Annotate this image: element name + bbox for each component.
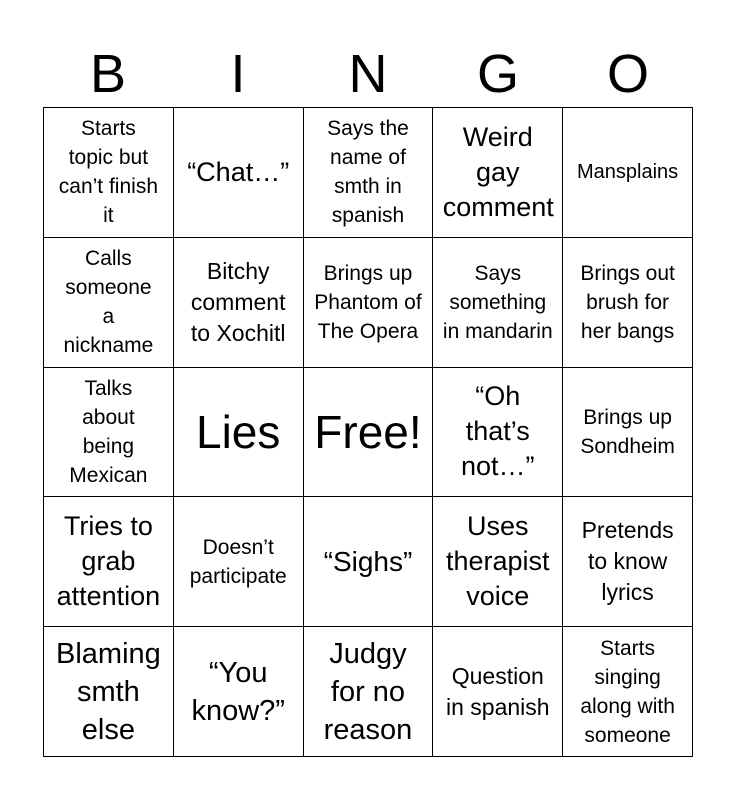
bingo-cell[interactable] xyxy=(304,108,434,238)
cell-text: Says the name of smth in spanish xyxy=(327,117,409,228)
cell-text: Brings out brush for her bangs xyxy=(580,261,675,343)
bingo-cell[interactable] xyxy=(433,238,563,368)
cell-text: Brings up Sondheim xyxy=(580,405,675,458)
bingo-cell[interactable] xyxy=(433,497,563,627)
cell-text: Uses therapist voice xyxy=(446,511,550,612)
bingo-cell[interactable] xyxy=(44,627,174,757)
bingo-cell[interactable] xyxy=(433,627,563,757)
bingo-cell[interactable] xyxy=(304,497,434,627)
cell-text: Calls someone a nickname xyxy=(63,247,154,358)
cell-text: Brings up Phantom of The Opera xyxy=(314,261,422,343)
bingo-cell[interactable] xyxy=(304,238,434,368)
bingo-cell[interactable] xyxy=(44,368,174,498)
bingo-cell[interactable] xyxy=(44,238,174,368)
header-letter-o: O xyxy=(606,44,649,104)
header-letter-i: I xyxy=(230,44,246,104)
bingo-cell[interactable] xyxy=(563,627,693,757)
cell-text: Pretends to know lyrics xyxy=(581,517,674,606)
cell-text: “Sighs” xyxy=(323,545,413,577)
cell-text: Lies xyxy=(196,405,281,458)
header-letter-g: G xyxy=(476,44,519,104)
bingo-cell[interactable] xyxy=(174,238,304,368)
bingo-cell[interactable] xyxy=(44,108,174,238)
cell-text: Tries to grab attention xyxy=(56,511,161,612)
bingo-board xyxy=(43,107,693,757)
bingo-cell[interactable] xyxy=(433,368,563,498)
cell-text: Starts topic but can’t finish it xyxy=(58,117,158,228)
cell-text: Judgy for no reason xyxy=(323,637,413,746)
cell-text: Says something in mandarin xyxy=(442,261,553,343)
cell-text: “You know?” xyxy=(191,656,285,727)
cell-text: “Chat…” xyxy=(187,156,290,187)
bingo-cell[interactable] xyxy=(563,368,693,498)
cell-text: Bitchy comment to Xochitl xyxy=(190,257,286,346)
header-letter-n: N xyxy=(348,44,388,104)
bingo-header xyxy=(43,40,693,108)
cell-text: Mansplains xyxy=(577,160,679,183)
bingo-cell[interactable] xyxy=(174,627,304,757)
cell-text: Blaming smth else xyxy=(56,637,161,746)
free-space-text: Free! xyxy=(314,405,422,458)
cell-text: “Oh that’s not…” xyxy=(461,381,535,482)
bingo-cell[interactable] xyxy=(174,368,304,498)
free-space-cell[interactable] xyxy=(304,368,434,498)
bingo-cell[interactable] xyxy=(563,497,693,627)
bingo-cell[interactable] xyxy=(44,497,174,627)
bingo-cell[interactable] xyxy=(433,108,563,238)
cell-text: Starts singing along with someone xyxy=(580,636,675,747)
bingo-cell[interactable] xyxy=(174,497,304,627)
cell-text: Doesn’t participate xyxy=(189,535,287,588)
cell-text: Talks about being Mexican xyxy=(69,376,148,487)
header-letter-b: B xyxy=(89,44,127,104)
bingo-cell[interactable] xyxy=(304,627,434,757)
bingo-cell[interactable] xyxy=(563,108,693,238)
cell-text: Question in spanish xyxy=(445,662,550,720)
bingo-cell[interactable] xyxy=(174,108,304,238)
bingo-cell[interactable] xyxy=(563,238,693,368)
cell-text: Weird gay comment xyxy=(442,121,554,222)
